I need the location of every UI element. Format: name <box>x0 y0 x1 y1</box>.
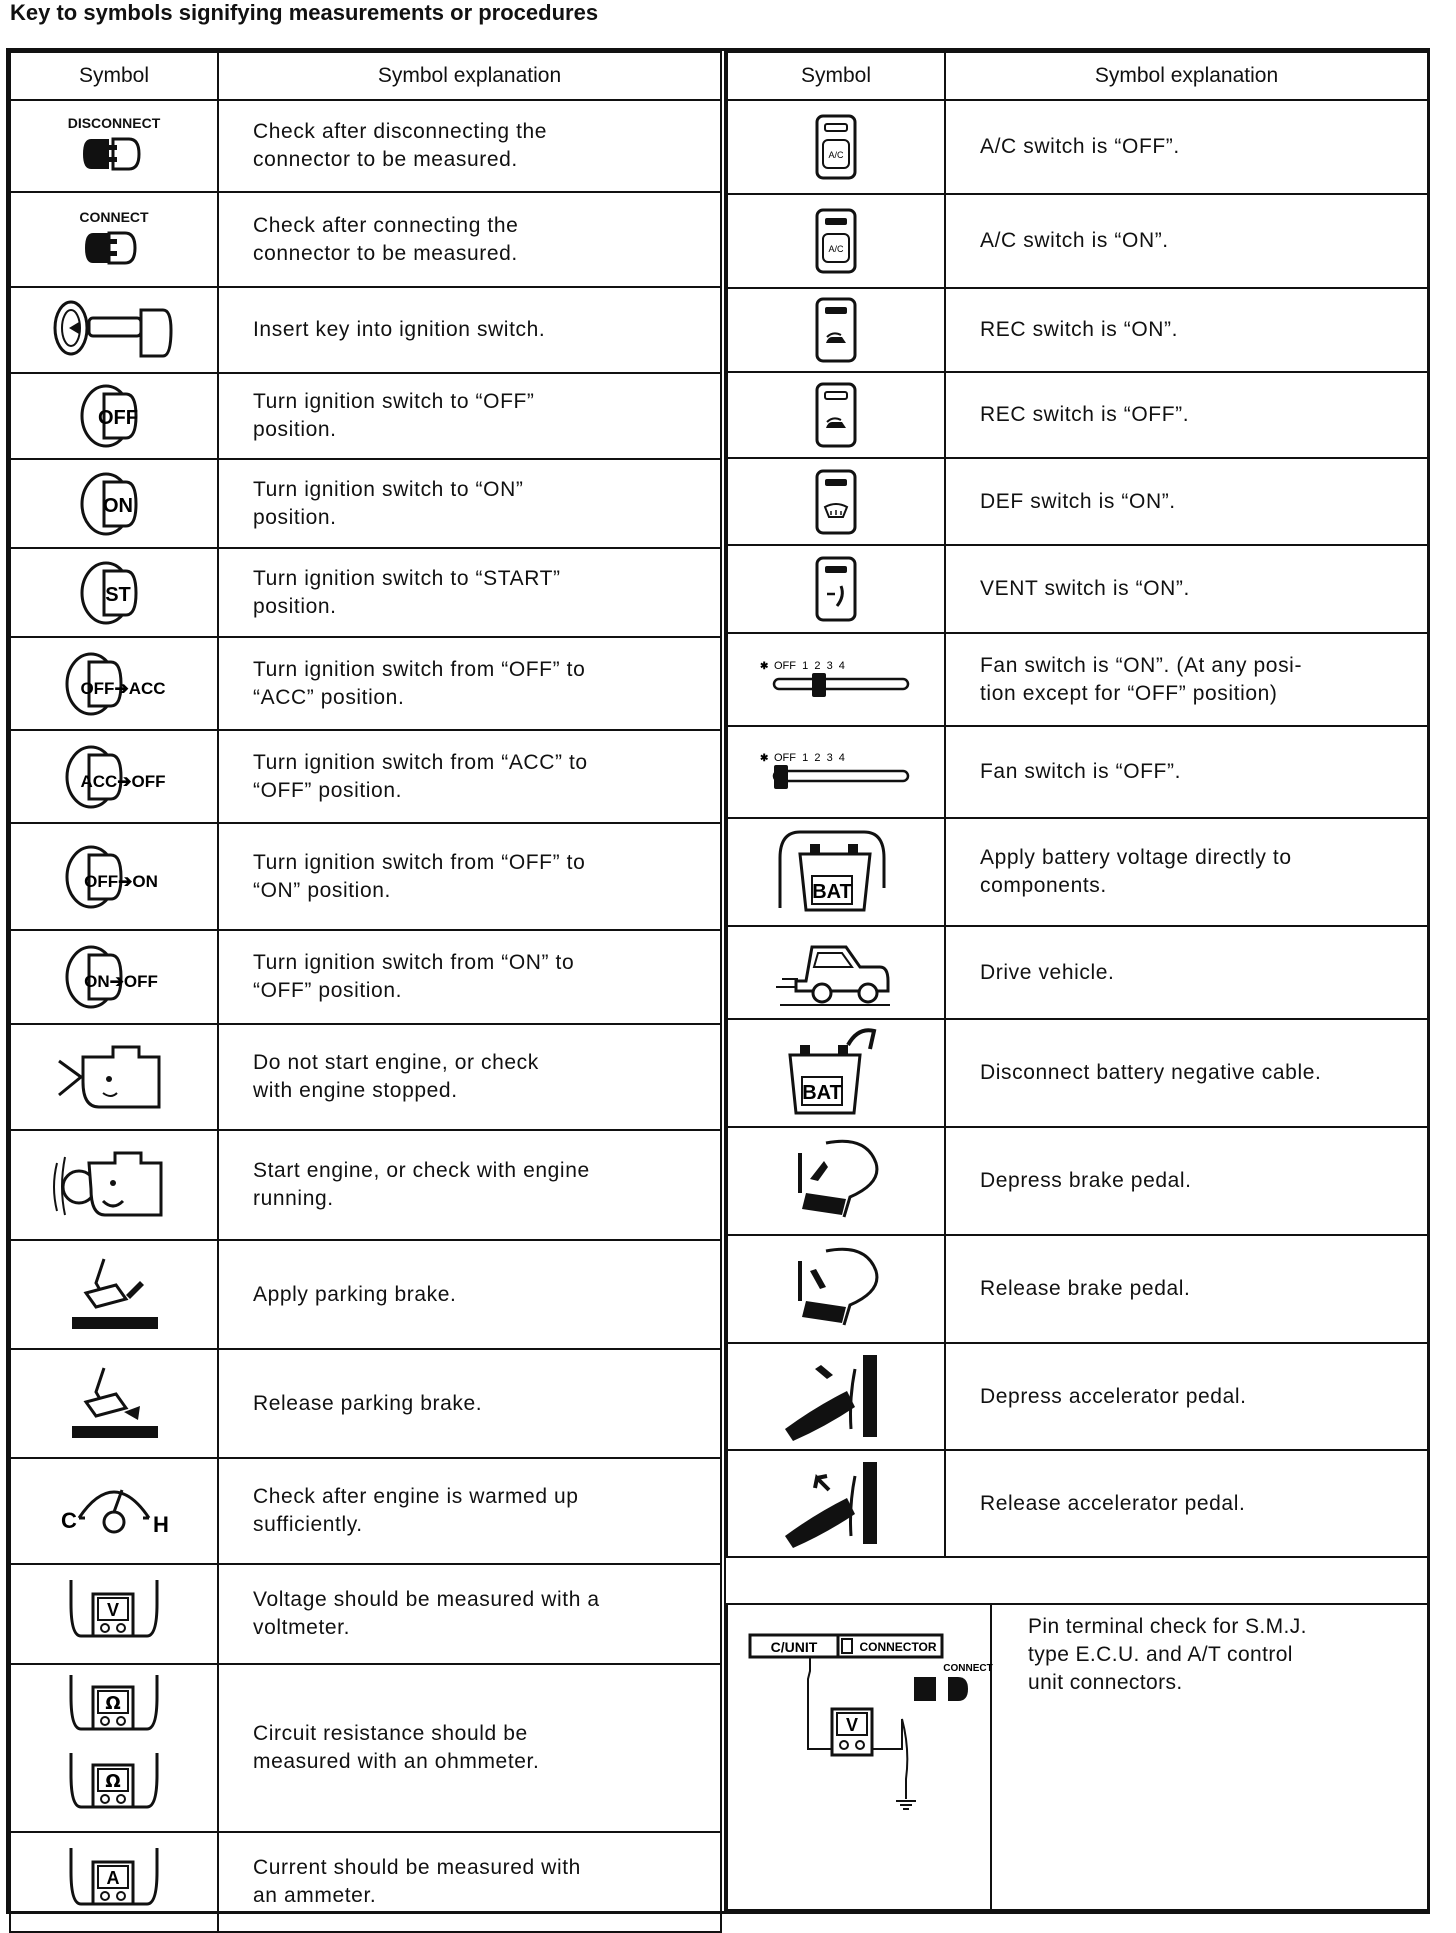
table-row <box>10 1024 721 1130</box>
svg-text:H: H <box>153 1512 169 1537</box>
ohmmeter-icon <box>10 1664 218 1832</box>
table-row <box>727 633 1428 726</box>
explanation-column-header: Symbol explanation <box>218 52 721 100</box>
table-row <box>727 545 1428 633</box>
explanation-text: Drive vehicle. <box>945 926 1428 1019</box>
ignition-start-icon <box>10 548 218 637</box>
svg-text:OFF 1 2 3 4: OFF 1 2 3 4 <box>774 659 845 672</box>
svg-text:V: V <box>106 1600 120 1620</box>
explanation-text: Release brake pedal. <box>945 1235 1428 1343</box>
table-row <box>10 100 721 192</box>
explanation-text: Insert key into ignition switch. <box>218 287 721 373</box>
explanation-text: Do not start engine, or check with engine stopped. <box>218 1024 721 1130</box>
table-row <box>727 1019 1428 1127</box>
ignition-on-icon <box>10 459 218 548</box>
table-row <box>727 100 1428 194</box>
table-row <box>10 1458 721 1564</box>
svg-text:C: C <box>61 1508 77 1533</box>
svg-text:ACC➔OFF: ACC➔OFF <box>80 771 166 791</box>
table-row <box>727 372 1428 458</box>
explanation-text: REC switch is “OFF”. <box>945 372 1428 458</box>
rec-switch-off-icon <box>727 372 945 458</box>
right-symbol-table <box>726 51 1429 1558</box>
release-parking-brake-icon <box>10 1349 218 1458</box>
table-row <box>10 1349 721 1458</box>
explanation-text: Check after disconnecting the connector to be measured. <box>218 100 721 192</box>
svg-text:BAT: BAT <box>812 881 852 903</box>
table-row <box>10 823 721 930</box>
vent-switch-on-icon <box>727 545 945 633</box>
pin-terminal-check-diagram-icon <box>727 1604 991 1910</box>
explanation-text: Turn ignition switch to “START” position. <box>218 548 721 637</box>
explanation-text: Apply battery voltage directly to components. <box>945 818 1428 926</box>
symbol-key-table <box>6 48 1430 1914</box>
svg-text:OFF➔ACC: OFF➔ACC <box>80 678 166 698</box>
explanation-text: Start engine, or check with engine running. <box>218 1130 721 1240</box>
depress-brake-pedal-icon <box>727 1127 945 1235</box>
depress-accelerator-pedal-icon <box>727 1343 945 1450</box>
page-title: Key to symbols signifying measurements or procedures <box>10 0 599 25</box>
ignition-off-to-acc-icon <box>10 637 218 730</box>
explanation-text: Current should be measured with an ammeter. <box>218 1832 721 1932</box>
explanation-text: VENT switch is “ON”. <box>945 545 1428 633</box>
svg-text:BAT: BAT <box>802 1082 842 1104</box>
insert-key-icon <box>10 287 218 373</box>
table-row <box>727 926 1428 1019</box>
svg-text:✱: ✱ <box>760 660 769 672</box>
engine-stopped-icon <box>10 1024 218 1130</box>
explanation-text: Turn ignition switch from “OFF” to “ACC” position. <box>218 637 721 730</box>
ignition-off-to-on-icon <box>10 823 218 930</box>
table-row <box>10 1564 721 1664</box>
ac-switch-off-icon <box>727 100 945 194</box>
table-row <box>10 373 721 459</box>
table-row <box>727 1127 1428 1235</box>
symbol-column-header: Symbol <box>10 52 218 100</box>
battery-negative-cable-icon <box>727 1019 945 1127</box>
explanation-text: Turn ignition switch from “OFF” to “ON” position. <box>218 823 721 930</box>
svg-text:OFF➔ON: OFF➔ON <box>84 871 158 891</box>
table-row <box>10 1664 721 1832</box>
drive-vehicle-icon <box>727 926 945 1019</box>
table-row <box>10 1130 721 1240</box>
explanation-text: Circuit resistance should be measured with an ohmmeter. <box>218 1664 721 1832</box>
explanation-text: A/C switch is “OFF”. <box>945 100 1428 194</box>
svg-text:OFF: OFF <box>98 407 138 429</box>
ignition-acc-to-off-icon <box>10 730 218 823</box>
table-row <box>727 726 1428 818</box>
table-row <box>727 1450 1428 1557</box>
fan-switch-off-icon <box>727 726 945 818</box>
explanation-text: Turn ignition switch to “ON” position. <box>218 459 721 548</box>
table-row <box>727 458 1428 545</box>
icon-label: DISCONNECT <box>67 115 161 131</box>
svg-text:Ω: Ω <box>105 1693 121 1714</box>
explanation-text: Fan switch is “OFF”. <box>945 726 1428 818</box>
svg-text:A/C: A/C <box>828 244 844 254</box>
svg-text:C/UNIT: C/UNIT <box>770 1639 818 1655</box>
table-row <box>727 194 1428 288</box>
table-row <box>727 1604 1428 1910</box>
table-row <box>10 1832 721 1932</box>
connect-connector-icon <box>10 192 218 287</box>
svg-text:✱: ✱ <box>760 753 769 764</box>
explanation-text: Depress accelerator pedal. <box>945 1343 1428 1450</box>
symbol-column-header: Symbol <box>727 52 945 100</box>
svg-text:ON➔OFF: ON➔OFF <box>84 972 158 991</box>
ignition-on-to-off-icon <box>10 930 218 1024</box>
release-accelerator-pedal-icon <box>727 1450 945 1557</box>
svg-text:A: A <box>106 1868 120 1888</box>
explanation-text: DEF switch is “ON”. <box>945 458 1428 545</box>
table-row <box>10 1240 721 1349</box>
explanation-column-header: Symbol explanation <box>945 52 1428 100</box>
table-row <box>10 730 721 823</box>
explanation-text: Release parking brake. <box>218 1349 721 1458</box>
table-row <box>10 192 721 287</box>
ac-switch-on-icon <box>727 194 945 288</box>
table-row <box>10 930 721 1024</box>
table-row <box>10 459 721 548</box>
rec-switch-on-icon <box>727 288 945 372</box>
explanation-text: Turn ignition switch from “ON” to “OFF” position. <box>218 930 721 1024</box>
explanation-text: Check after engine is warmed up sufficiently. <box>218 1458 721 1564</box>
explanation-text: Disconnect battery negative cable. <box>945 1019 1428 1127</box>
engine-warm-gauge-icon <box>10 1458 218 1564</box>
explanation-text: Turn ignition switch from “ACC” to “OFF” position. <box>218 730 721 823</box>
table-row <box>727 818 1428 926</box>
table-row <box>10 287 721 373</box>
icon-label: CONNECT <box>79 208 149 225</box>
battery-voltage-icon <box>727 818 945 926</box>
svg-text:CONNECTOR: CONNECTOR <box>859 1640 937 1654</box>
explanation-text: REC switch is “ON”. <box>945 288 1428 372</box>
svg-text:OFF 1 2 3 4: OFF 1 2 3 4 <box>774 752 845 764</box>
svg-text:A/C: A/C <box>828 150 844 160</box>
ignition-off-icon <box>10 373 218 459</box>
fan-switch-on-icon <box>727 633 945 726</box>
engine-running-icon <box>10 1130 218 1240</box>
explanation-text: Voltage should be measured with a voltmeter. <box>218 1564 721 1664</box>
disconnect-connector-icon <box>10 100 218 192</box>
left-symbol-table <box>9 51 722 1933</box>
table-row <box>727 288 1428 372</box>
table-row <box>727 1235 1428 1343</box>
ammeter-icon <box>10 1832 218 1932</box>
release-brake-pedal-icon <box>727 1235 945 1343</box>
svg-text:Ω: Ω <box>105 1771 121 1792</box>
apply-parking-brake-icon <box>10 1240 218 1349</box>
table-row <box>10 637 721 730</box>
svg-text:CONNECT: CONNECT <box>943 1663 993 1674</box>
svg-text:ON: ON <box>103 494 133 517</box>
explanation-text: Check after connecting the connector to be measured. <box>218 192 721 287</box>
explanation-text: Turn ignition switch to “OFF” position. <box>218 373 721 459</box>
voltmeter-icon <box>10 1564 218 1664</box>
explanation-text: Release accelerator pedal. <box>945 1450 1428 1557</box>
def-switch-on-icon <box>727 458 945 545</box>
svg-text:ST: ST <box>105 583 131 606</box>
svg-text:V: V <box>845 1715 859 1735</box>
explanation-text: Depress brake pedal. <box>945 1127 1428 1235</box>
table-row <box>727 1343 1428 1450</box>
explanation-text: Pin terminal check for S.M.J. type E.C.U. and A/T control unit connectors. <box>991 1604 1428 1910</box>
table-row <box>10 548 721 637</box>
pin-check-table <box>726 1603 1429 1911</box>
explanation-text: Fan switch is “ON”. (At any posi- tion except for “OFF” position) <box>945 633 1428 726</box>
explanation-text: Apply parking brake. <box>218 1240 721 1349</box>
explanation-text: A/C switch is “ON”. <box>945 194 1428 288</box>
